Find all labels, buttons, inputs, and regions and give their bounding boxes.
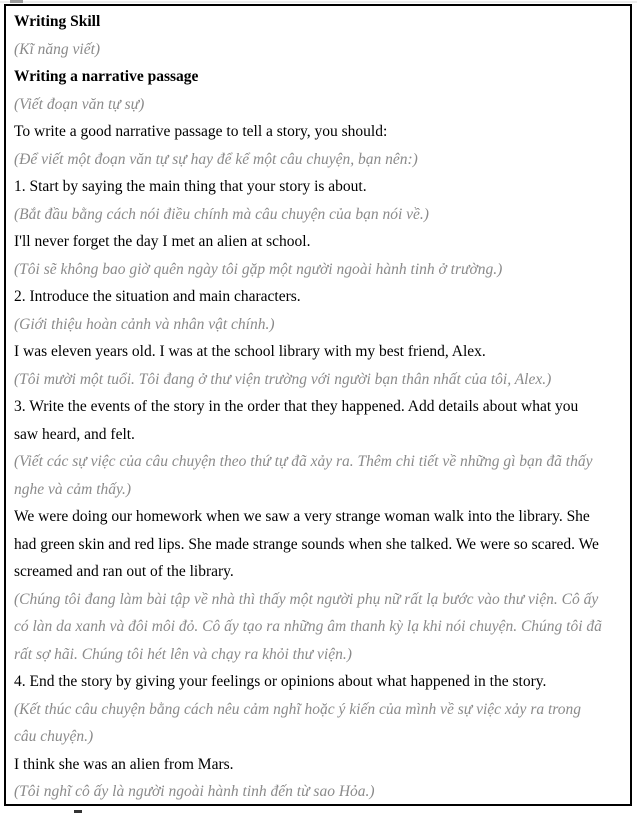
page-edge-shadow — [0, 1, 637, 3]
line-vi: (Bắt đầu bằng cách nói điều chính mà câu chuyện của bạn nói về.) — [14, 205, 429, 223]
line-vi: (Viết các sự việc của câu chuyện theo thứ tự đã xảy ra. Thêm chi tiết về những gì bạn đã thấy — [14, 453, 593, 470]
line-en: I think she was an alien from Mars. — [14, 755, 234, 773]
line-en: To write a good narrative passage to tell a story, you should: — [14, 123, 388, 140]
line-vi: (Viết đoạn văn tự sự) — [14, 95, 145, 113]
line-vi: (Chúng tôi đang làm bài tập về nhà thì thấy một người phụ nữ rất lạ bước vào thư viện. Cô ấy — [14, 590, 599, 608]
line-heading: Writing Skill — [14, 13, 101, 30]
line-vi: (Giới thiệu hoàn cảnh và nhân vật chính.) — [14, 315, 275, 333]
line-en: I was eleven years old. I was at the school library with my best friend, Alex. — [14, 343, 486, 360]
line-vi: nghe và cảm thấy.) — [14, 480, 132, 498]
line-vi: có làn da xanh và đôi môi đỏ. Cô ấy tạo ra những âm thanh kỳ lạ khi nói chuyện. Chúng tôi đã — [14, 618, 602, 635]
line-en: had green skin and red lips. She made strange sounds when she talked. We were so scared. We — [14, 535, 599, 553]
clipped-content-below — [74, 810, 82, 813]
line-en: 1. Start by saying the main thing that your story is about. — [14, 178, 367, 195]
line-en: 4. End the story by giving your feelings or opinions about what happened in the story. — [14, 673, 547, 690]
line-vi: (Để viết một đoạn văn tự sự hay để kể một câu chuyện, bạn nên:) — [14, 150, 418, 168]
line-heading: Writing a narrative passage — [14, 68, 199, 85]
line-vi: rất sợ hãi. Chúng tôi hét lên và chạy ra khỏi thư viện.) — [14, 645, 352, 663]
line-vi: (Kĩ năng viết) — [14, 40, 101, 58]
line-en: 2. Introduce the situation and main characters. — [14, 288, 301, 305]
line-en: I'll never forget the day I met an alien at school. — [14, 233, 311, 250]
line-en: saw heard, and felt. — [14, 425, 135, 443]
lesson-text-box — [4, 4, 632, 806]
line-vi: câu chuyện.) — [14, 728, 94, 745]
line-en: 3. Write the events of the story in the order that they happened. Add details about what you — [14, 398, 579, 415]
line-en: We were doing our homework when we saw a very strange woman walk into the library. She — [14, 508, 590, 525]
line-vi: (Tôi sẽ không bao giờ quên ngày tôi gặp một người ngoài hành tinh ở trường.) — [14, 260, 503, 278]
line-en: screamed and ran out of the library. — [14, 563, 234, 580]
line-vi: (Kết thúc câu chuyện bằng cách nêu cảm nghĩ hoặc ý kiến của mình về sự việc xảy ra trong — [14, 700, 581, 718]
line-vi: (Tôi mười một tuổi. Tôi đang ở thư viện trường với người bạn thân nhất của tôi, Alex.) — [14, 370, 552, 388]
line-vi: (Tôi nghĩ cô ấy là người ngoài hành tinh đến từ sao Hỏa.) — [14, 783, 375, 800]
clipped-content-above — [10, 0, 23, 3]
